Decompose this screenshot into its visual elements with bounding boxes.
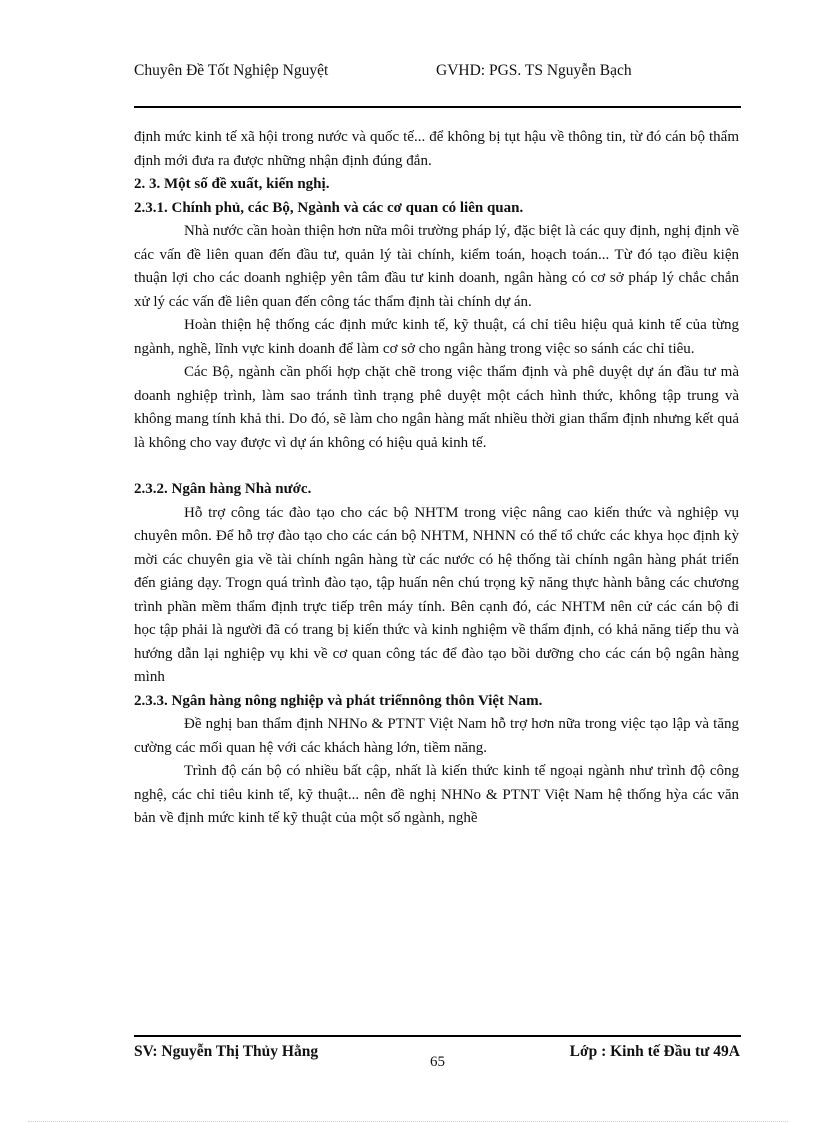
header-title: Chuyên Đề Tốt Nghiệp Nguyệt — [134, 62, 329, 79]
page-bottom-divider — [28, 1121, 788, 1122]
paragraph-ministries-coordination: Các Bộ, ngành cần phối hợp chặt chẽ trong việc thẩm định và phê duyệt dự án đầu tư mà doanh nghiệp trình, làm sao tránh tình trạng phê duyệt một cách hình thức, không tập trung và không mang tính khả thi. Do đó, sẽ làm cho ngân hàng mất nhiều thời gian thẩm định nhưng kết quả là không cho vay được vì dự án không có hiệu quả kinh tế. — [134, 364, 739, 451]
section-heading-2-3: 2. 3. Một số đề xuất, kiến nghị. — [134, 176, 330, 192]
subsection-heading-2-3-2: 2.3.2. Ngân hàng Nhà nước. — [134, 481, 312, 497]
paragraph-staff-capacity: Trình độ cán bộ có nhiều bất cập, nhất là kiến thức kinh tế ngoại ngành như trình độ công nghệ, các chỉ tiêu kinh tế, kỹ thuật... nên đề nghị NHNo & PTNT Việt Nam hệ thống hỳa các văn bản về định mức kinh tế kỹ thuật của một số ngành, nghề — [134, 763, 739, 826]
paragraph-spacer — [134, 455, 739, 478]
page-number: 65 — [430, 1054, 445, 1070]
subsection-heading-2-3-1: 2.3.1. Chính phủ, các Bộ, Ngành và các cơ quan có liên quan. — [134, 199, 524, 216]
paragraph-economic-norms: Hoàn thiện hệ thống các định mức kinh tế, kỹ thuật, cá chỉ tiêu hiệu quả kinh tế của từng ngành, nghề, lĩnh vực kinh doanh để làm cơ sở cho ngân hàng trong việc so sánh các chỉ tiêu. — [134, 317, 739, 357]
footer-rule — [134, 1035, 741, 1037]
paragraph-continued: định mức kinh tế xã hội trong nước và quốc tế... để không bị tụt hậu về thông tin, từ đó cán bộ thẩm định mới đưa ra được những nhận định đúng đắn. — [134, 129, 739, 169]
header-rule — [134, 106, 741, 108]
paragraph-training-support: Hỗ trợ công tác đào tạo cho các bộ NHTM trong việc nâng cao kiến thức và nghiệp vụ chuyên môn. Để hỗ trợ đào tạo cho các cán bộ NHTM, NHNN có thể tổ chức các khya học định kỳ mời các chuyên gia về tài chính ngân hàng từ các nước có hệ thống tài chính ngân hàng phát triển đến giảng dạy. Trogn quá trình đào tạo, tập huấn nên chú trọng kỹ năng thực hành bằng các chương trình phần mềm thẩm định trực tiếp trên máy tính. Bên cạnh đó, các NHTM nên cử các cán bộ đi học tập phải là người đã có trang bị kiến thức và kinh nghiệm về thẩm định, có khả năng tiếp thu và hướng dẫn lại nghiệp vụ khi về cơ quan công tác để đào tạo bồi dưỡng cho các cán bộ ngân hàng mình — [134, 504, 739, 685]
subsection-heading-2-3-3: 2.3.3. Ngân hàng nông nghiệp và phát triểnnông thôn Việt Nam. — [134, 692, 543, 709]
paragraph-customer-relations: Đề nghị ban thẩm định NHNo & PTNT Việt Nam hỗ trợ hơn nữa trong việc tạo lập và tăng cường các mối quan hệ với các khách hàng lớn, tiềm năng. — [134, 716, 739, 756]
footer-student-name: SV: Nguyễn Thị Thủy Hằng — [134, 1043, 319, 1060]
page-body — [134, 126, 739, 831]
footer-class: Lớp : Kinh tế Đầu tư 49A — [569, 1043, 740, 1060]
header-supervisor: GVHD: PGS. TS Nguyễn Bạch — [436, 62, 632, 79]
paragraph-legal-environment: Nhà nước cần hoàn thiện hơn nữa môi trường pháp lý, đặc biệt là các quy định, nghị định về các vấn đề liên quan đến đầu tư, quản lý tài chính, kiểm toán, hoạch toán... Từ đó tạo điều kiện thuận lợi cho các doanh nghiệp yên tâm đầu tư kinh doanh, ngân hàng có cơ sở pháp lý chắc chắn xử lý các vấn đề liên quan đến công tác thẩm định tài chính dự án. — [134, 223, 739, 310]
